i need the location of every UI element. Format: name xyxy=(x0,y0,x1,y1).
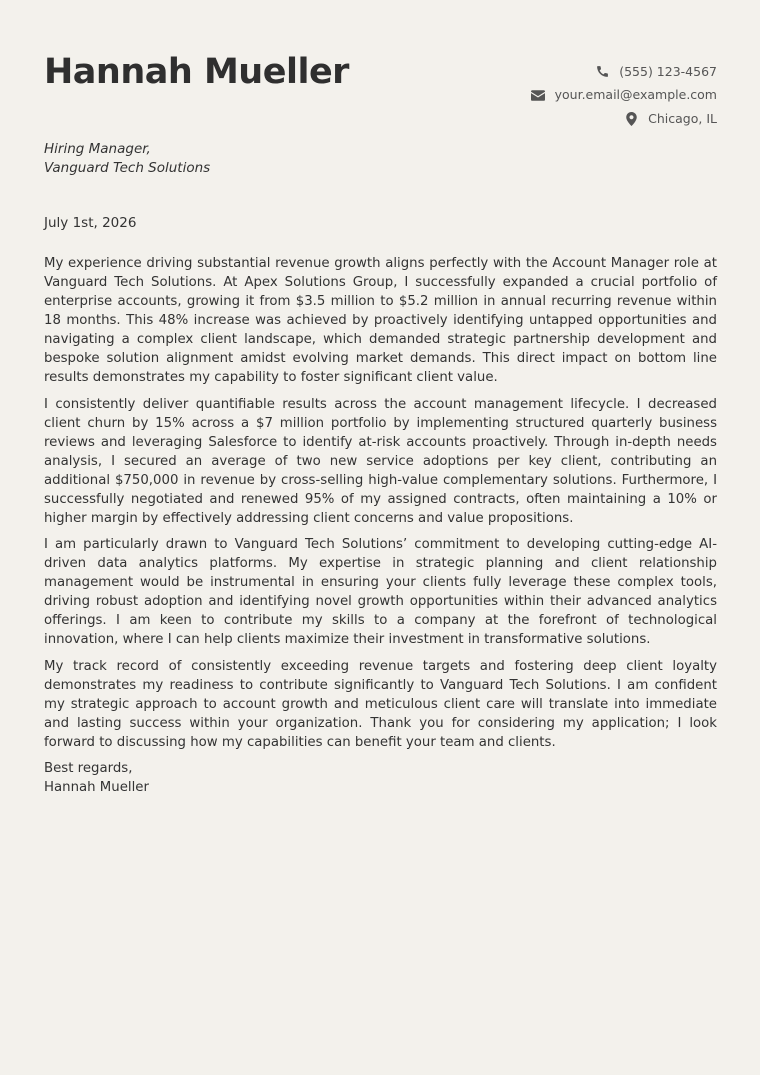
contact-location: Chicago, IL xyxy=(648,110,717,126)
contact-phone-row xyxy=(531,60,717,84)
contact-info xyxy=(531,60,717,131)
applicant-name: Hannah Mueller xyxy=(44,52,349,92)
body-paragraph-1: My experience driving substantial revenue growth aligns perfectly with the Account Manager role at Vanguard Tech Solutions. At Apex Solutions Group, I successfully expanded a crucial portfolio of enterprise accounts, growing it from $3.5 million to $5.2 million in annual recurring revenue within 18 months. This 48% increase was achieved by proactively identifying untapped opportunities and navigating a complex client landscape, which demanded strategic partnership development and bespoke solution alignment amidst evolving market demands. This direct impact on bottom line results demonstrates my capability to foster significant client value. xyxy=(44,256,717,385)
closing-salutation: Best regards, xyxy=(44,761,133,776)
recipient-title: Hiring Manager, xyxy=(44,141,151,157)
recipient-block xyxy=(44,140,210,178)
contact-email[interactable]: your.email@example.com xyxy=(554,87,717,103)
contact-phone: (555) 123-4567 xyxy=(619,63,717,79)
contact-email-row xyxy=(531,84,717,108)
letter-date: July 1st, 2026 xyxy=(44,215,137,231)
recipient-company: Vanguard Tech Solutions xyxy=(44,160,211,176)
body-paragraph-3: I am particularly drawn to Vanguard Tech Solutions’ commitment to developing cutting-edge AI-driven data analytics platforms. My expertise in strategic planning and client relationship management would be instrumental in ensuring your clients fully leverage these complex tools, driving robust adoption and identifying novel growth opportunities within their advanced analytics offerings. I am keen to contribute my skills to a company at the forefront of technological innovation, where I can help clients maximize their investment in transformative solutions. xyxy=(44,537,717,647)
body-paragraph-2: I consistently deliver quantifiable results across the account management lifecycle. I decreased client churn by 15% across a $7 million portfolio by implementing structured quarterly business reviews and leveraging Salesforce to identify at-risk accounts proactively. Through in-depth needs analysis, I secured an average of two new service adoptions per key client, contributing an additional $750,000 in revenue by cross-selling high-value complementary solutions. Furthermore, I successfully negotiated and renewed 95% of my assigned contracts, often maintaining a 10% or higher margin by effectively addressing client concerns and value propositions. xyxy=(44,396,717,526)
contact-location-row xyxy=(531,107,717,131)
phone-icon xyxy=(595,65,609,79)
body-paragraph-4: My track record of consistently exceeding revenue targets and fostering deep client loyalty demonstrates my readiness to contribute significantly to Vanguard Tech Solutions. I am confident my strategic approach to account growth and meticulous client care will translate into immediate and lasting success within your organization. Thank you for considering my application; I look forward to discussing how my capabilities can benefit your team and clients. xyxy=(44,658,717,750)
map-pin-icon xyxy=(624,112,638,126)
letter-body xyxy=(44,254,717,797)
closing-block xyxy=(44,759,717,797)
cover-letter-page xyxy=(44,0,717,1075)
envelope-icon xyxy=(531,88,545,102)
signature-name: Hannah Mueller xyxy=(44,780,149,795)
